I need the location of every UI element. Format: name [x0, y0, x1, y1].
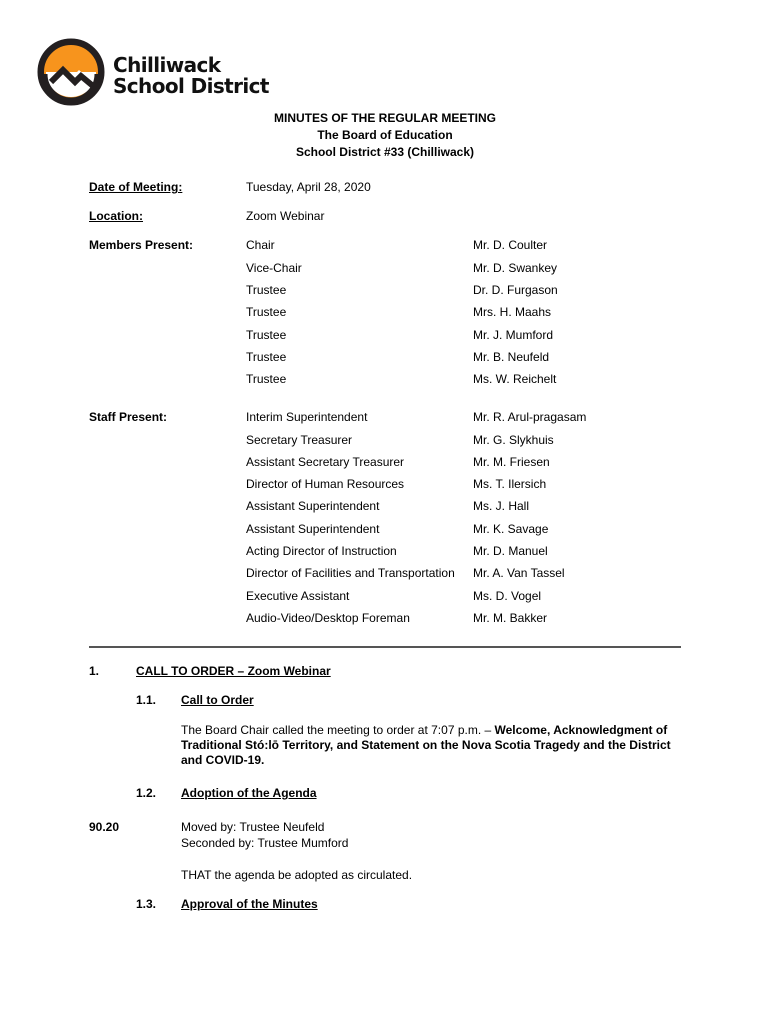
staff-name: Mr. D. Manuel	[473, 544, 548, 558]
location-label: Location:	[89, 209, 143, 223]
date-label: Date of Meeting:	[89, 180, 183, 194]
logo-line-1: Chilliwack	[113, 53, 221, 77]
member-role: Chair	[246, 238, 275, 252]
motion-number: 90.20	[89, 820, 120, 834]
call-to-order-text: The Board Chair called the meeting to order at 7:07 p.m. –	[181, 723, 495, 737]
staff-role: Interim Superintendent	[246, 410, 368, 424]
section-1-number: 1.	[89, 664, 100, 678]
subsection-1-1-number: 1.1.	[136, 693, 157, 707]
member-name: Mr. J. Mumford	[473, 328, 554, 342]
staff-name: Mr. M. Friesen	[473, 455, 550, 469]
subsection-1-3-number: 1.3.	[136, 897, 157, 911]
member-role: Trustee	[246, 350, 287, 364]
staff-present-label: Staff Present:	[89, 410, 168, 424]
district-logo-icon	[37, 38, 105, 106]
document-subtitle-district: School District #33 (Chilliwack)	[295, 145, 475, 159]
staff-role: Director of Human Resources	[246, 477, 405, 491]
member-name: Mr. D. Swankey	[473, 261, 558, 275]
date-value: Tuesday, April 28, 2020	[246, 180, 371, 194]
call-to-order-bold-text: Welcome, Acknowledgment of Traditional Stó:lō Territory, and Statement on the Nova Scotia Tragedy and the District and COVID-19.	[181, 723, 671, 767]
member-role: Vice-Chair	[246, 261, 302, 275]
section-1-title: CALL TO ORDER – Zoom Webinar	[136, 664, 331, 678]
subsection-1-3-title: Approval of the Minutes	[181, 897, 318, 911]
staff-role: Director of Facilities and Transportation	[246, 566, 455, 580]
call-to-order-paragraph	[181, 723, 681, 768]
member-role: Trustee	[246, 328, 287, 342]
location-value: Zoom Webinar	[246, 209, 325, 223]
document-subtitle-board: The Board of Education	[317, 128, 453, 142]
staff-role: Secretary Treasurer	[246, 433, 353, 447]
member-name: Mr. B. Neufeld	[473, 350, 550, 364]
logo-line-2: School District	[113, 74, 269, 98]
member-name: Mrs. H. Maahs	[473, 305, 552, 319]
members-present-label: Members Present:	[89, 238, 194, 252]
member-role: Trustee	[246, 372, 287, 386]
staff-role: Assistant Superintendent	[246, 522, 380, 536]
staff-role: Executive Assistant	[246, 589, 350, 603]
resolution-text: THAT the agenda be adopted as circulated.	[181, 868, 413, 882]
staff-name: Ms. T. Ilersich	[473, 477, 547, 491]
member-role: Trustee	[246, 283, 287, 297]
section-divider	[89, 646, 681, 648]
subsection-1-1-title: Call to Order	[181, 693, 254, 707]
member-name: Ms. W. Reichelt	[473, 372, 557, 386]
seconded-by: Seconded by: Trustee Mumford	[181, 836, 349, 850]
staff-role: Assistant Superintendent	[246, 499, 380, 513]
member-name: Mr. D. Coulter	[473, 238, 548, 252]
subsection-1-2-title: Adoption of the Agenda	[181, 786, 317, 800]
staff-name: Mr. M. Bakker	[473, 611, 548, 625]
member-name: Dr. D. Furgason	[473, 283, 558, 297]
member-role: Trustee	[246, 305, 287, 319]
staff-role: Audio-Video/Desktop Foreman	[246, 611, 410, 625]
staff-name: Ms. D. Vogel	[473, 589, 542, 603]
staff-role: Acting Director of Instruction	[246, 544, 397, 558]
staff-role: Assistant Secretary Treasurer	[246, 455, 405, 469]
staff-name: Mr. A. Van Tassel	[473, 566, 565, 580]
staff-name: Mr. K. Savage	[473, 522, 549, 536]
staff-name: Mr. G. Slykhuis	[473, 433, 554, 447]
moved-by: Moved by: Trustee Neufeld	[181, 820, 325, 834]
subsection-1-2-number: 1.2.	[136, 786, 157, 800]
staff-name: Ms. J. Hall	[473, 499, 530, 513]
staff-name: Mr. R. Arul-pragasam	[473, 410, 587, 424]
document-title: MINUTES OF THE REGULAR MEETING	[274, 111, 496, 125]
